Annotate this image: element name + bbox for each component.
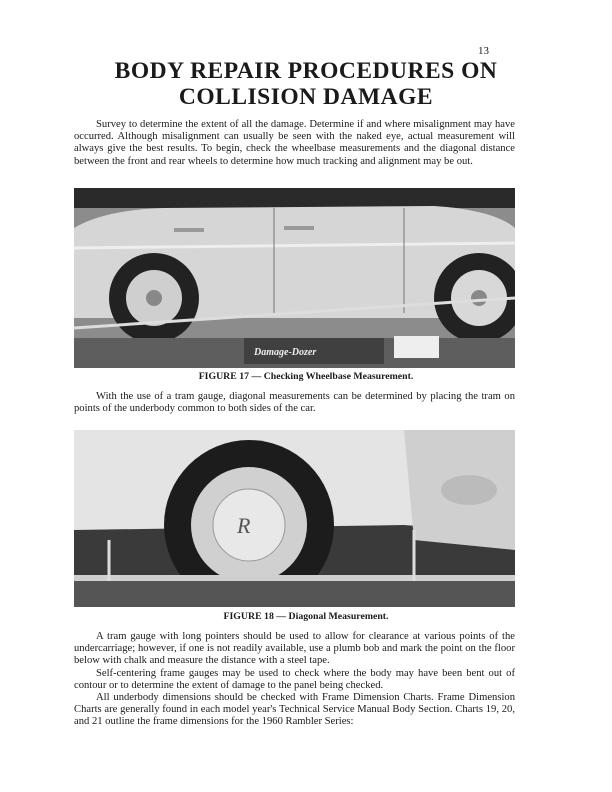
figure-17-caption: FIGURE 17 — Checking Wheelbase Measurement.	[198, 371, 414, 382]
damage-dozer-sign: Damage-Dozer	[254, 347, 317, 358]
tram-paragraph: With the use of a tram gauge, diagonal measurements can be determined by placing the tram on points of the underbody common to both sides of the car.	[74, 391, 515, 415]
tram-gauge-paragraph: A tram gauge with long pointers should be used to allow for clearance at various points of the undercarriage; however, if one is not readily available, use a plumb bob and mark the point on the floor below with chalk and measure the distance with a steel tape.	[74, 631, 515, 667]
figure-18-caption: FIGURE 18 — Diagonal Measurement.	[223, 611, 389, 622]
closing-paragraphs	[74, 631, 515, 729]
page-title	[0, 58, 612, 110]
svg-text:R: R	[237, 513, 251, 538]
dimension-charts-paragraph: All underbody dimensions should be checked with Frame Dimension Charts. Frame Dimension Charts are generally found in each model year's Technical Service Manual Body Section. Charts 19, 20, and 21 outline the frame dimensions for the 1960 Rambler Series:	[74, 692, 515, 728]
frame-gauge-paragraph: Self-centering frame gauges may be used to check where the body may have been bent out of contour or to determine the extent of damage to the panel being checked.	[74, 667, 515, 691]
title-line-1: BODY REPAIR PROCEDURES ON	[114, 58, 498, 84]
figure-18-photo	[74, 430, 515, 607]
page-number: 13	[478, 45, 489, 57]
intro-paragraph: Survey to determine the extent of all the damage. Determine if and where misalignment may have occurred. Although misalignment can usually be seen with the naked eye, actual measurement will always give the best results. To begin, check the wheelbase measurements and the diagonal distance between the front and rear wheels to determine how much tracking and alignment may be out.	[74, 119, 515, 167]
title-line-2: COLLISION DAMAGE	[178, 84, 434, 110]
figure-17-photo	[74, 188, 515, 368]
